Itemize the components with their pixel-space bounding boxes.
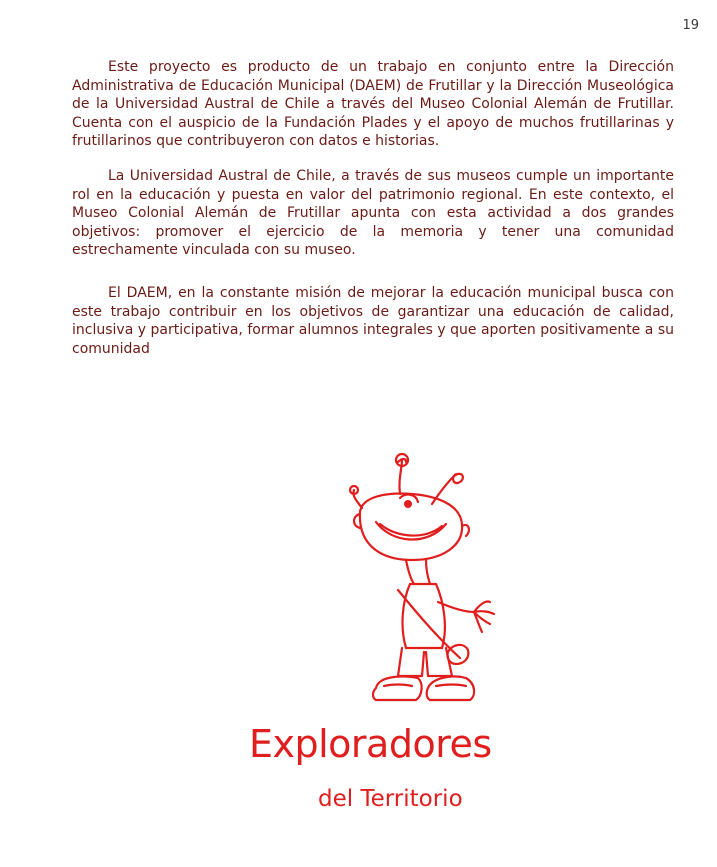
paragraph-university-role xyxy=(72,167,674,260)
paragraph-text: El DAEM, en la constante misión de mejorar la educación municipal busca con este trabajo contribuir en los objetivos de garantizar una educación de calidad, inclusiva y participativa, formar alumnos integrales y que aporten positivamente a su comunidad xyxy=(72,285,674,357)
logo-title: Exploradores xyxy=(249,722,492,766)
explorer-mascot-icon xyxy=(340,452,510,722)
paragraph-daem-mission xyxy=(72,284,674,358)
paragraph-text: La Universidad Austral de Chile, a través de sus museos cumple un importante rol en la educación y puesta en valor del patrimonio regional. En este contexto, el Museo Colonial Alemán de Frutillar apunta con esta actividad a dos grandes objetivos: promover el ejercicio de la memoria y tener una comunidad estrechamente vinculada con su museo. xyxy=(72,168,674,258)
page-number: 19 xyxy=(682,18,699,33)
logo-subtitle: del Territorio xyxy=(318,786,463,812)
paragraph-project-intro xyxy=(72,58,674,151)
paragraph-text: Este proyecto es producto de un trabajo en conjunto entre la Dirección Administrativa de Educación Municipal (DAEM) de Frutillar y la Dirección Museológica de la Universidad Austral de Chile a través del Museo Colonial Alemán de Frutillar. Cuenta con el auspicio de la Fundación Plades y el apoyo de muchos frutillarinas y frutillarinos que contribuyeron con datos e historias. xyxy=(72,59,674,149)
